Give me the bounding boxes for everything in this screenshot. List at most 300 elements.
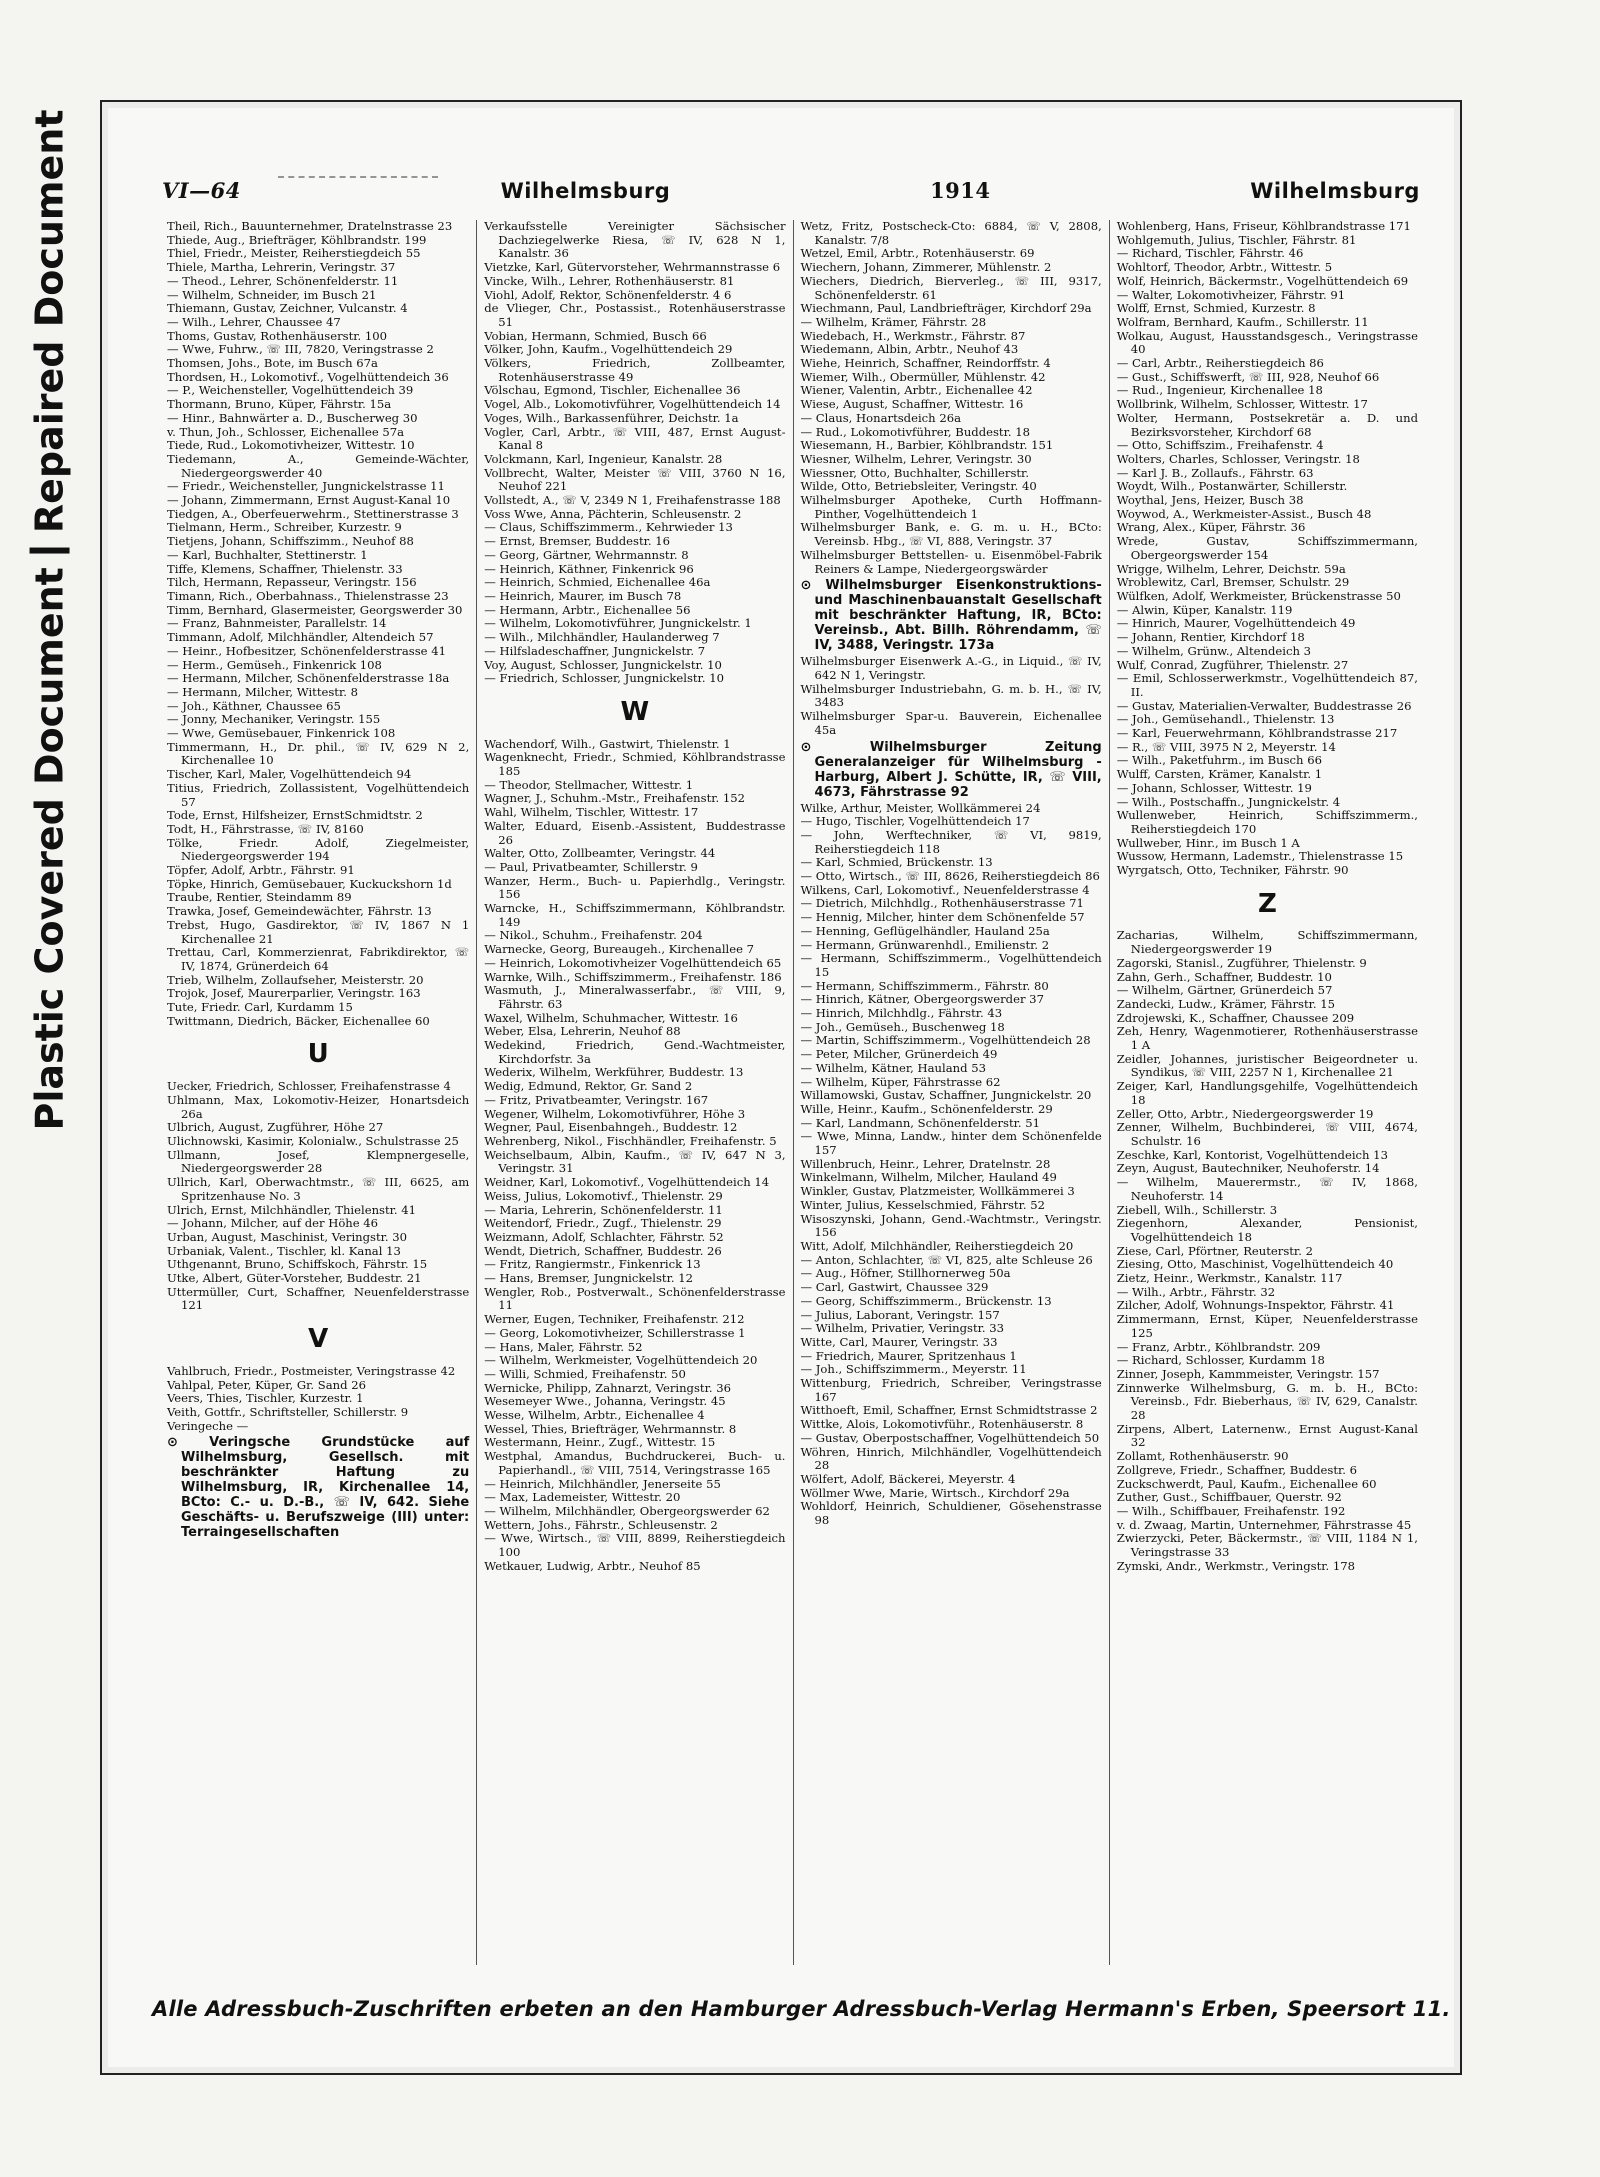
directory-entry: Voss Wwe, Anna, Pächterin, Schleusenstr. 2 [484,506,742,521]
directory-entry: Woywod, A., Werkmeister-Assist., Busch 48 [1116,506,1372,521]
directory-entry: — Richard, Schlosser, Kurdamm 18 [1116,1353,1325,1368]
directory-entry: Zagorski, Stanisl., Zugführer, Thielenstr. 9 [1116,955,1367,970]
directory-entry: Wehrenberg, Nikol., Fischhändler, Freihafenstr. 5 [484,1134,777,1148]
directory-entry: — Heinrich, Schmied, Eichenallee 46a [484,575,711,590]
directory-entry: Thiede, Aug., Briefträger, Köhlbrandstr. 199 [167,232,427,247]
directory-entry: Tischer, Karl, Maler, Vogelhüttendeich 94 [167,767,412,782]
directory-entry: Wiesemann, H., Barbier, Köhlbrandstr. 151 [800,438,1054,453]
directory-entry: — Otto, Schiffszim., Freihafenstr. 4 [1116,438,1324,453]
directory-entry: — Wilh., Milchhändler, Haulanderweg 7 [484,630,720,645]
directory-entry: Timm, Bernhard, Glasermeister, Georgswerder 30 [167,602,463,617]
directory-entry: Ullrich, Karl, Oberwachtmstr., ☏ III, 6625, am Spritzenhause No. 3 [167,1175,470,1203]
directory-entry: Wrigge, Wilhelm, Lehrer, Deichstr. 59a [1116,561,1346,576]
directory-entry: — Wilhelm, Grünw., Altendeich 3 [1116,643,1311,658]
directory-entry: Winkelmann, Wilhelm, Milcher, Hauland 49 [800,1170,1057,1185]
directory-entry: Wollbrink, Wilhelm, Schlosser, Wittestr. 17 [1116,397,1368,412]
column-1 [160,220,476,1965]
directory-entry: — Willi, Schmied, Freihafenstr. 50 [484,1366,686,1381]
directory-entry: Tute, Friedr. Carl, Kurdamm 15 [167,1000,353,1015]
directory-entry: — Franz, Arbtr., Köhlbrandstr. 209 [1116,1339,1321,1354]
directory-entry: Vincke, Wilh., Lehrer, Rothenhäuserstr. 81 [484,273,735,288]
section-letter: W [620,696,650,727]
directory-entry: Wetzel, Emil, Arbtr., Rotenhäuserstr. 69 [800,246,1035,261]
directory-entry: Wetkauer, Ludwig, Arbtr., Neuhof 85 [484,1558,701,1573]
directory-entry: Wiese, August, Schaffner, Wittestr. 16 [800,397,1024,412]
directory-entry: — Wilh., Lehrer, Chaussee 47 [167,314,341,329]
directory-entry: — Walter, Lokomotivheizer, Fährstr. 91 [1116,287,1346,302]
directory-entry: — Jonny, Mechaniker, Veringstr. 155 [167,712,381,727]
directory-entry: Zwierzycki, Peter, Bäckermstr., ☏ VIII, 1184 N 1, Veringstrasse 33 [1116,1531,1418,1560]
directory-entry: Vollbrecht, Walter, Meister ☏ VIII, 3760 N 16, Neuhof 221 [484,465,786,494]
directory-entry: — Karl, Schmied, Brückenstr. 13 [800,855,993,870]
directory-entry: Zollamt, Rothenhäuserstr. 90 [1116,1449,1289,1464]
directory-entry: Wrede, Gustav, Schiffszimmermann, Obergeorgswerder 154 [1116,534,1418,562]
directory-entry: — Wwe, Gemüsebauer, Finkenrick 108 [167,726,396,741]
directory-entry: Vobian, Hermann, Schmied, Busch 66 [484,328,707,343]
directory-entry: Voges, Wilh., Barkassenführer, Deichstr. 1a [484,410,739,425]
directory-entry: Utke, Albert, Güter-Vorsteher, Buddestr. 21 [167,1271,422,1286]
directory-entry: Wilhelmsburger Spar-u. Bauverein, Eichenallee 45a [800,709,1102,737]
directory-entry: — Hinr., Bahnwärter a. D., Buscherweg 30 [167,410,418,425]
directory-entry: Waxel, Wilhelm, Schuhmacher, Wittestr. 16 [484,1010,738,1025]
directory-entry: Wiesner, Wilhelm, Lehrer, Veringstr. 30 [800,451,1032,466]
directory-entry: Ulbrich, August, Zugführer, Höhe 27 [167,1120,384,1135]
directory-entry: Thomsen, Johs., Bote, im Busch 67a [167,356,378,371]
directory-entry: Ulichnowski, Kasimir, Kolonialw., Schulstrasse 25 [167,1134,459,1148]
directory-entry: — Anton, Schlachter, ☏ VI, 825, alte Schleuse 26 [800,1252,1093,1267]
directory-entry: — Hermann, Schiffszimmerm., Fährstr. 80 [800,978,1049,993]
directory-entry: — Joh., Schiffszimmerm., Meyerstr. 11 [800,1362,1027,1377]
directory-entry: Wilde, Otto, Betriebsleiter, Veringstr. 40 [800,479,1037,494]
directory-entry: — Theodor, Stellmacher, Wittestr. 1 [484,777,694,792]
directory-entry: Todt, H., Fährstrasse, ☏ IV, 8160 [167,821,364,836]
page-number: VI—64 [162,178,241,203]
directory-entry: Willenbruch, Heinr., Lehrer, Dratelnstr. 28 [800,1156,1051,1171]
directory-entry: — Johann, Schlosser, Wittestr. 19 [1116,780,1312,795]
directory-entry: — Wilhelm, Gärtner, Grünerdeich 57 [1116,983,1333,998]
directory-entry: Zietz, Heinr., Werkmstr., Kanalstr. 117 [1116,1271,1343,1286]
directory-entry: — Richard, Tischler, Fährstr. 46 [1116,246,1304,261]
directory-entry: Ziebell, Wilh., Schillerstr. 3 [1116,1202,1278,1217]
directory-entry: Tölke, Friedr. Adolf, Ziegelmeister, Niedergeorgswerder 194 [167,835,470,864]
directory-entry: — Claus, Schiffszimmerm., Kehrwieder 13 [484,520,733,535]
directory-entry: — John, Werftechniker, ☏ VI, 9819, Reiherstiegdeich 118 [800,827,1102,856]
directory-entry: Winter, Julius, Kesselschmied, Fährstr. 52 [800,1197,1045,1212]
directory-entry: Wöhren, Hinrich, Milchhändler, Vogelhüttendeich 28 [800,1444,1102,1473]
directory-entry: Thiemann, Gustav, Zeichner, Vulcanstr. 4 [167,301,408,316]
directory-entry: Warnke, Wilh., Schiffszimmerm., Freihafenstr. 186 [484,969,782,984]
directory-entry: Zenner, Wilhelm, Buchbinderei, ☏ VIII, 4674, Schulstr. 16 [1116,1120,1418,1148]
directory-entry: Warncke, H., Schiffszimmermann, Köhlbrandstr. 149 [484,901,786,929]
directory-entry: — Heinrich, Maurer, im Busch 78 [484,588,682,603]
directory-entry: Wesemeyer Wwe., Johanna, Veringstr. 45 [484,1394,726,1409]
label-separator [30,547,70,553]
directory-entry: Wiemer, Wilh., Obermüller, Mühlenstr. 42 [800,369,1046,384]
directory-entry: Tiedemann, A., Gemeinde-Wächter, Niedergeorgswerder 40 [167,451,470,480]
directory-entry: — Rud., Ingenieur, Kirchenallee 18 [1116,383,1323,398]
directory-entry: Vogel, Alb., Lokomotivführer, Vogelhüttendeich 14 [484,397,781,412]
directory-entry: Wolf, Heinrich, Bäckermstr., Vogelhüttendeich 69 [1116,273,1409,288]
directory-entry: Traube, Rentier, Steindamm 89 [167,890,352,905]
directory-entry: — Wilhelm, Mauerermstr., ☏ IV, 1868, Neuhoferstr. 14 [1116,1175,1418,1203]
directory-entry: Urbaniak, Valent., Tischler, kl. Kanal 13 [167,1243,401,1258]
directory-entry: — Wilhelm, Krämer, Fährstr. 28 [800,314,987,329]
directory-entry: — Alwin, Küper, Kanalstr. 119 [1116,602,1293,617]
directory-entry: Wilkens, Carl, Lokomotivf., Neuenfelderstrasse 4 [800,882,1090,897]
directory-entry: — Heinrich, Milchhändler, Jenerseite 55 [484,1476,721,1491]
directory-entry: Zeh, Henry, Wagenmotierer, Rothenhäuserstrasse 1 A [1116,1024,1418,1053]
directory-entry: Trettau, Carl, Kommerzienrat, Fabrikdirektor, ☏ IV, 1874, Grünerdeich 64 [167,945,470,973]
directory-entry: Thordsen, H., Lokomotivf., Vogelhüttendeich 36 [167,369,449,384]
directory-entry: — Max, Lademeister, Wittestr. 20 [484,1490,681,1505]
directory-entry: Wegener, Wilhelm, Lokomotivführer, Höhe 3 [484,1106,746,1121]
directory-entry: Trojok, Josef, Maurerparlier, Veringstr. 163 [167,986,421,1001]
repaired-label: Repaired Document [28,109,72,534]
directory-entry: Wanzer, Herm., Buch- u. Papierhdlg., Veringstr. 156 [484,873,786,902]
directory-entry: Vahlpal, Peter, Küper, Gr. Sand 26 [167,1377,366,1392]
directory-entry: Zeller, Otto, Arbtr., Niedergeorgswerder 19 [1116,1106,1374,1121]
directory-entry: Vietzke, Karl, Gütervorsteher, Wehrmannstrasse 6 [484,260,781,275]
directory-entry: Wussow, Hermann, Lademstr., Thielenstrasse 15 [1116,849,1404,864]
directory-entry: Tiedgen, A., Oberfeuerwehrm., Stettinerstrasse 3 [167,506,459,521]
plastic-covered-label: Plastic Covered Document [28,567,72,1131]
directory-entry: Wille, Heinr., Kaufm., Schönenfelderstr. 29 [800,1101,1053,1116]
directory-entry: Wulf, Conrad, Zugführer, Thielenstr. 27 [1116,657,1349,672]
directory-entry: — Johann, Rentier, Kirchdorf 18 [1116,630,1305,645]
directory-entry: v. Thun, Joh., Schlosser, Eichenallee 57a [167,424,405,439]
directory-entry: — Wwe, Fuhrw., ☏ III, 7820, Veringstrasse 2 [167,342,434,357]
directory-entry: — Dietrich, Milchhdlg., Rothenhäuserstrasse 71 [800,896,1084,911]
directory-entry: Titius, Friedrich, Zollassistent, Vogelhüttendeich 57 [167,780,470,809]
directory-entry: Witt, Adolf, Milchhändler, Reiherstiegdeich 20 [800,1239,1074,1253]
directory-entry: — Gustav, Materialien-Verwalter, Buddestrasse 26 [1116,698,1412,713]
directory-entry: Uecker, Friedrich, Schlosser, Freihafenstrasse 4 [167,1079,451,1094]
directory-entry: Witte, Carl, Maurer, Veringstr. 33 [800,1334,998,1349]
directory-entry: — Georg, Lokomotivheizer, Schillerstrasse 1 [484,1325,746,1340]
directory-entry: Wöllmer Wwe, Marie, Wirtsch., Kirchdorf 29a [800,1485,1070,1500]
directory-entry: Theil, Rich., Bauunternehmer, Dratelnstrasse 23 [167,220,453,233]
directory-entry: Viohl, Adolf, Rektor, Schönenfelderstr. 4 6 [484,287,732,302]
directory-entry: — Paul, Privatbeamter, Schillerstr. 9 [484,859,698,874]
directory-entry: — Otto, Wirtsch., ☏ III, 8626, Reiherstiegdeich 86 [800,869,1100,884]
directory-page [100,100,1462,2075]
directory-entry: Wittenburg, Friedrich, Schreiber, Veringstrasse 167 [800,1376,1102,1404]
directory-entry: Wilhelmsburger Bank, e. G. m. u. H., BCto: Vereinsb. Hbg., ☏ VI, 888, Veringstr. 37 [800,520,1102,549]
directory-entry: — Hermann, Schiffszimmerm., Vogelhüttendeich 15 [800,951,1102,979]
directory-entry: Wilke, Arthur, Meister, Wollkämmerei 24 [800,800,1041,815]
directory-entry: — P., Weichensteller, Vogelhüttendeich 39 [167,383,414,398]
directory-entry: Töpke, Hinrich, Gemüsebauer, Kuckuckshorn 1d [167,876,452,891]
column-2 [476,220,792,1965]
header-year: 1914 [930,178,991,203]
directory-entry: Zilcher, Adolf, Wohnungs-Inspektor, Fährstr. 41 [1116,1298,1395,1313]
firm-entry: ⊙ Wilhelmsburger Zeitung Generalanzeiger für Wilhelmsburg - Harburg, Albert J. Schütte, IR, ☏ VIII, 4673, Fährstrasse 92 [800,739,1102,800]
directory-entry: — Martin, Schiffszimmerm., Vogelhüttendeich 28 [800,1033,1091,1048]
directory-entry: Wolkau, August, Hausstandsgesch., Veringstrasse 40 [1116,328,1418,357]
directory-entry: Werner, Eugen, Techniker, Freihafenstr. 212 [484,1312,745,1327]
directory-entry: — Wilh., Paketfuhrm., im Busch 66 [1116,753,1322,768]
directory-entry: Völschau, Egmond, Tischler, Eichenallee 36 [484,383,741,398]
directory-entry: Vollstedt, A., ☏ V, 2349 N 1, Freihafenstrasse 188 [484,493,781,508]
directory-entry: Zinner, Joseph, Kammmeister, Veringstr. 157 [1116,1366,1380,1381]
directory-entry: Wolter, Hermann, Postsekretär a. D. und Bezirksvorsteher, Kirchdorf 68 [1116,410,1418,439]
directory-entry: — R., ☏ VIII, 3975 N 2, Meyerstr. 14 [1116,739,1336,754]
directory-entry: Voy, August, Schlosser, Jungnickelstr. 10 [484,657,722,672]
directory-entry: Willamowski, Gustav, Schaffner, Jungnickelstr. 20 [800,1088,1092,1103]
directory-entry: Warnecke, Georg, Bureaugeh., Kirchenallee 7 [484,942,755,957]
directory-entry: Wettern, Johs., Fährstr., Schleusenstr. 2 [484,1517,718,1532]
directory-entry: — Hinrich, Maurer, Vogelhüttendeich 49 [1116,616,1356,631]
directory-entry: Weiss, Julius, Lokomotivf., Thielenstr. 29 [484,1188,723,1203]
directory-entry: Wölfert, Adolf, Bäckerei, Meyerstr. 4 [800,1471,1016,1486]
directory-entry: Zeyn, August, Bautechniker, Neuhoferstr. 14 [1116,1161,1380,1176]
directory-entry: — Joh., Gemüsehandl., Thielenstr. 13 [1116,712,1335,727]
directory-entry: Uthgenannt, Bruno, Schiffskoch, Fährstr. 15 [167,1257,428,1272]
directory-entry: Tiede, Rud., Lokomotivheizer, Wittestr. 10 [167,438,415,453]
directory-entry: — Carl, Gastwirt, Chaussee 329 [800,1280,989,1295]
directory-entry: — Wilh., Schiffbauer, Freihafenstr. 192 [1116,1503,1346,1518]
directory-entry: Timmermann, H., Dr. phil., ☏ IV, 629 N 2, Kirchenallee 10 [167,739,470,768]
directory-entry: — Wilhelm, Schneider, im Busch 21 [167,287,377,302]
directory-entry: Wullweber, Hinr., im Busch 1 A [1116,835,1300,850]
directory-entry: Wagenknecht, Friedr., Schmied, Köhlbrandstrasse 185 [484,750,786,779]
directory-entry: — Hermann, Milcher, Schönenfelderstrasse 18a [167,671,450,686]
directory-entry: Wiessner, Otto, Buchhalter, Schillerstr. [800,465,1030,480]
directory-entry: Woythal, Jens, Heizer, Busch 38 [1116,493,1304,508]
directory-entry: Wolters, Charles, Schlosser, Veringstr. 18 [1116,451,1360,466]
directory-entry: — Hermann, Grünwarenhdl., Emilienstr. 2 [800,937,1050,952]
directory-entry: Twittmann, Diedrich, Bäcker, Eichenallee 60 [167,1013,430,1028]
directory-entry: — Wwe, Minna, Landw., hinter dem Schönenfelde 157 [800,1129,1102,1158]
directory-entry: — Georg, Gärtner, Wehrmannstr. 8 [484,547,689,562]
directory-entry: Zymski, Andr., Werkmstr., Veringstr. 178 [1116,1558,1355,1573]
directory-entry: — Wwe, Wirtsch., ☏ VIII, 8899, Reiherstiegdeich 100 [484,1531,786,1560]
directory-entry: Töpfer, Adolf, Arbtr., Fährstr. 91 [167,863,355,878]
directory-entry: Veith, Gottfr., Schriftsteller, Schillerstr. 9 [167,1404,409,1419]
header-city-right: Wilhelmsburg [1250,179,1420,203]
directory-entry: — Wilhelm, Privatier, Veringstr. 33 [800,1321,1004,1336]
directory-entry: Timann, Rich., Oberbahnass., Thielenstrasse 23 [167,588,449,603]
directory-entry: Wernicke, Philipp, Zahnarzt, Veringstr. 36 [484,1380,731,1395]
directory-entry: Ziegenhorn, Alexander, Pensionist, Vogelhüttendeich 18 [1116,1216,1418,1244]
directory-entry: Volckmann, Karl, Ingenieur, Kanalstr. 28 [484,451,723,466]
directory-entry: Zimmermann, Ernst, Küper, Neuenfelderstrasse 125 [1116,1312,1418,1340]
directory-entry: Wagner, J., Schuhm.-Mstr., Freihafenstr. 152 [484,791,746,806]
directory-entry: — Maria, Lehrerin, Schönenfelderstr. 11 [484,1202,723,1217]
directory-entry: Thormann, Bruno, Küper, Fährstr. 15a [167,397,392,412]
directory-entry: Zandecki, Ludw., Krämer, Fährstr. 15 [1116,996,1336,1011]
directory-entry: Wyrgatsch, Otto, Techniker, Fährstr. 90 [1116,863,1349,878]
column-4 [1109,220,1425,1965]
directory-entry: Völkers, Friedrich, Zollbeamter, Rotenhäuserstrasse 49 [484,356,786,384]
directory-entry: Urban, August, Maschinist, Veringstr. 30 [167,1229,408,1244]
directory-entry: — Wilhelm, Lokomotivführer, Jungnickelstr. 1 [484,616,752,631]
column-3 [793,220,1109,1965]
directory-entry: — Wilhelm, Kätner, Hauland 53 [800,1060,986,1075]
directory-entry: Wetz, Fritz, Postscheck-Cto: 6884, ☏ V, 2808, Kanalstr. 7/8 [800,220,1102,247]
firm-entry: ⊙ Veringsche Grundstücke auf Wilhelmsburg, Gesellsch. mit beschränkter Haftung zu Wilhelmsburg, IR, Kirchenallee 14, BCto: C.- u. D.-B., ☏ IV, 642. Siehe Geschäfts- u. Berufszweige (III) unter: Terraingesellschaften [167,1435,470,1541]
directory-entry: — Friedr., Weichensteller, Jungnickelstrasse 11 [167,479,445,494]
directory-entry: — Rud., Lokomotivführer, Buddestr. 18 [800,424,1030,439]
directory-entry: Weidner, Karl, Lokomotivf., Vogelhüttendeich 14 [484,1175,770,1190]
directory-entry: Wilhelmsburger Bettstellen- u. Eisenmöbel-Fabrik Reiners & Lampe, Niedergeorgswärder [800,547,1102,576]
directory-entry: Wulff, Carsten, Krämer, Kanalstr. 1 [1116,767,1323,782]
directory-entry: Wachendorf, Wilh., Gastwirt, Thielenstr. 1 [484,736,731,751]
directory-columns [160,220,1425,1965]
directory-entry: Wrang, Alex., Küper, Fährstr. 36 [1116,520,1306,535]
directory-entry: Woydt, Wilh., Postanwärter, Schillerstr. [1116,479,1348,494]
directory-entry: Wendt, Dietrich, Schaffner, Buddestr. 26 [484,1243,722,1258]
directory-entry: — Carl, Arbtr., Reiherstiegdeich 86 [1116,356,1324,371]
directory-entry: Wahl, Wilhelm, Tischler, Wittestr. 17 [484,805,699,820]
directory-entry: Uttermüller, Curt, Schaffner, Neuenfelderstrasse 121 [167,1284,470,1313]
directory-entry: Wolfram, Bernhard, Kaufm., Schillerstr. 11 [1116,314,1369,329]
directory-entry: — Hans, Bremser, Jungnickelstr. 12 [484,1271,693,1286]
section-letter: U [307,1039,329,1070]
header-city-left: Wilhelmsburg [500,179,671,203]
page-footer: Alle Adressbuch-Zuschriften erbeten an den Hamburger Adressbuch-Verlag Hermann's Erben, Speersort 11. [152,1997,1451,2021]
directory-entry: — Johann, Milcher, auf der Höhe 46 [167,1216,379,1231]
directory-entry: Westphal, Amandus, Buchdruckerei, Buch- u. Papierhandl., ☏ VIII, 7514, Veringstrasse 165 [484,1449,786,1477]
directory-entry: Weichselbaum, Albin, Kaufm., ☏ IV, 647 N 3, Veringstr. 31 [484,1147,786,1176]
directory-entry: Wolff, Ernst, Schmied, Kurzestr. 8 [1116,301,1316,316]
directory-entry: Wengler, Rob., Postverwalt., Schönenfelderstrasse 11 [484,1284,786,1313]
directory-entry: Zirpens, Albert, Laternenw., Ernst August-Kanal 32 [1116,1421,1418,1450]
directory-entry: — Aug., Höfner, Stillhornerweg 50a [800,1266,1011,1281]
directory-entry: — Fritz, Privatbeamter, Veringstr. 167 [484,1092,709,1107]
directory-entry: Wullenweber, Heinrich, Schiffszimmerm., Reiherstiegdeich 170 [1116,808,1418,836]
directory-entry: — Theod., Lehrer, Schönenfelderstr. 11 [167,273,399,288]
directory-entry: — Herm., Gemüseh., Finkenrick 108 [167,657,382,672]
directory-entry: v. d. Zwaag, Martin, Unternehmer, Fährstrasse 45 [1116,1517,1412,1532]
directory-entry: Tietjens, Johann, Schiffszimm., Neuhof 88 [167,534,414,549]
directory-entry: Wiedebach, H., Werkmstr., Fährstr. 87 [800,328,1026,343]
side-label [0,0,100,1240]
directory-entry: Weizmann, Adolf, Schlachter, Fährstr. 52 [484,1229,724,1244]
directory-entry: Zeidler, Johannes, juristischer Beigeordneter u. Syndikus, ☏ VIII, 2257 N 1, Kirchenallee 21 [1116,1051,1418,1080]
directory-entry: Ziese, Carl, Pförtner, Reuterstr. 2 [1116,1243,1313,1258]
directory-entry: Tielmann, Herm., Schreiber, Kurzestr. 9 [167,520,402,535]
directory-entry: — Fritz, Rangiermstr., Finkenrick 13 [484,1257,701,1272]
directory-entry: Zinnwerke Wilhelmsburg, G. m. b. H., BCto: Vereinsb., Fdr. Bieberhaus, ☏ IV, 629, Canalstr. 28 [1116,1380,1418,1423]
directory-entry: — Franz, Bahnmeister, Parallelstr. 14 [167,616,387,631]
directory-entry: Wederix, Wilhelm, Werkführer, Buddestr. 13 [484,1065,744,1080]
directory-entry: — Claus, Honartsdeich 26a [800,410,961,425]
directory-entry: Vahlbruch, Friedr., Postmeister, Veringstrasse 42 [167,1363,456,1378]
directory-entry: Ulrich, Ernst, Milchhändler, Thielenstr. 41 [167,1202,417,1217]
directory-entry: — Joh., Gemüseh., Buschenweg 18 [800,1019,1005,1034]
directory-entry: Ullmann, Josef, Klempnergeselle, Niedergeorgswerder 28 [167,1147,470,1176]
directory-entry: — Emil, Schlosserwerkmstr., Vogelhüttendeich 87, II. [1116,671,1418,699]
directory-entry: Walter, Otto, Zollbeamter, Veringstr. 44 [484,846,716,861]
directory-entry: Völker, John, Kaufm., Vogelhüttendeich 29 [484,342,733,357]
directory-entry: — Hinrich, Milchhdlg., Fährstr. 43 [800,1006,1003,1021]
directory-entry: Wiechern, Johann, Zimmerer, Mühlenstr. 2 [800,260,1052,275]
directory-entry: — Wilhelm, Milchhändler, Obergeorgswerder 62 [484,1503,770,1518]
directory-entry: — Julius, Laborant, Veringstr. 157 [800,1307,1000,1322]
directory-entry: — Gust., Schiffswerft, ☏ III, 928, Neuhof 66 [1116,369,1380,384]
directory-entry: Wohlenberg, Hans, Friseur, Köhlbrandstrasse 171 [1116,220,1411,233]
firm-entry: ⊙ Wilhelmsburger Eisenkonstruktions- und Maschinenbauanstalt Gesellschaft mit beschränkter Haftung, IR, BCto: Vereinsb., Abt. Billh. Röhrendamm, ☏ IV, 3488, Veringstr. 173a [800,578,1102,654]
section-letter: V [308,1324,329,1355]
directory-entry: Wisoszynski, Johann, Gend.-Wachtmstr., Veringstr. 156 [800,1211,1102,1240]
directory-entry: Wohltorf, Theodor, Arbtr., Wittestr. 5 [1116,260,1333,275]
directory-entry: Wasmuth, J., Mineralwasserfabr., ☏ VIII, 9, Fährstr. 63 [484,983,786,1011]
directory-entry: Wilhelmsburger Apotheke, Curth Hoffmann-Pinther, Vogelhüttendeich 1 [800,493,1102,521]
directory-entry: — Hermann, Arbtr., Eichenallee 56 [484,602,691,617]
directory-entry: Zacharias, Wilhelm, Schiffszimmermann, Niedergeorgswerder 19 [1116,928,1418,957]
directory-entry: — Ernst, Bremser, Buddestr. 16 [484,534,671,549]
directory-entry: Trebst, Hugo, Gasdirektor, ☏ IV, 1867 N 1 Kirchenallee 21 [167,917,470,946]
directory-entry: Wessel, Thies, Briefträger, Wehrmannstr. 8 [484,1421,737,1436]
directory-entry: Wesse, Wilhelm, Arbtr., Eichenallee 4 [484,1408,705,1423]
directory-entry: de Vlieger, Chr., Postassist., Rotenhäuserstrasse 51 [484,301,786,329]
directory-entry: — Johann, Zimmermann, Ernst August-Kanal 10 [167,493,451,508]
directory-entry: Winkler, Gustav, Platzmeister, Wollkämmerei 3 [800,1184,1075,1199]
directory-entry: Westermann, Heinr., Zugf., Wittestr. 15 [484,1435,716,1450]
directory-entry: Wiener, Valentin, Arbtr., Eichenallee 42 [800,383,1033,398]
directory-entry: Trawka, Josef, Gemeindewächter, Fährstr. 13 [167,904,432,919]
directory-entry: Walter, Eduard, Eisenb.-Assistent, Buddestrasse 26 [484,818,786,847]
directory-entry: — Hugo, Tischler, Vogelhüttendeich 17 [800,814,1030,829]
directory-entry: Zuther, Gust., Schiffbauer, Querstr. 92 [1116,1490,1342,1505]
directory-entry: Wroblewitz, Carl, Bremser, Schulstr. 29 [1116,575,1350,590]
directory-entry: Wedig, Edmund, Rektor, Gr. Sand 2 [484,1079,693,1094]
directory-entry: Wiechers, Diedrich, Bierverleg., ☏ III, 9317, Schönenfelderstr. 61 [800,273,1102,302]
directory-entry: Zuckschwerdt, Paul, Kaufm., Eichenallee 60 [1116,1476,1377,1491]
directory-entry: Veers, Thies, Tischler, Kurzestr. 1 [167,1391,364,1406]
directory-entry: — Nikol., Schuhm., Freihafenstr. 204 [484,928,703,943]
directory-entry: — Hennig, Milcher, hinter dem Schönenfelde 57 [800,910,1085,925]
directory-entry: — Karl, Landmann, Schönenfelderstr. 51 [800,1115,1041,1130]
directory-entry: Vogler, Carl, Arbtr., ☏ VIII, 487, Ernst August-Kanal 8 [484,424,786,453]
directory-entry: Weber, Elsa, Lehrerin, Neuhof 88 [484,1024,681,1039]
directory-entry: Uhlmann, Max, Lokomotiv-Heizer, Honartsdeich 26a [167,1092,470,1121]
directory-entry: — Hilfsladeschaffner, Jungnickelstr. 7 [484,643,706,658]
directory-entry: Ziesing, Otto, Maschinist, Vogelhüttendeich 40 [1116,1257,1394,1272]
directory-entry: Thiel, Friedr., Meister, Reiherstiegdeich 55 [167,246,421,261]
directory-entry: — Peter, Milcher, Grünerdeich 49 [800,1047,998,1062]
directory-entry: Zeiger, Karl, Handlungsgehilfe, Vogelhüttendeich 18 [1116,1079,1418,1107]
directory-entry: — Georg, Schiffszimmerm., Brückenstr. 13 [800,1293,1052,1308]
directory-entry: — Hans, Maler, Fährstr. 52 [484,1339,643,1354]
directory-entry: Wittke, Alois, Lokomotivführ., Rotenhäuserstr. 8 [800,1417,1084,1432]
directory-entry: — Friedrich, Maurer, Spritzenhaus 1 [800,1348,1017,1363]
directory-entry: Thoms, Gustav, Rothenhäuserstr. 100 [167,328,388,343]
directory-entry: — Gustav, Oberpostschaffner, Vogelhüttendeich 50 [800,1430,1100,1445]
directory-entry: Wedekind, Friedrich, Gend.-Wachtmeister, Kirchdorfstr. 3a [484,1038,786,1066]
directory-entry: Wegner, Paul, Eisenbahngeh., Buddestr. 12 [484,1120,738,1135]
directory-entry: — Heinrich, Käthner, Finkenrick 96 [484,561,694,576]
directory-entry: Tiffe, Klemens, Schaffner, Thielenstr. 33 [167,561,403,576]
directory-entry: Trieb, Wilhelm, Zollaufseher, Meisterstr. 20 [167,972,424,987]
directory-entry: Wülfken, Adolf, Werkmeister, Brückenstrasse 50 [1116,588,1401,603]
directory-entry: — Heinrich, Lokomotivheizer Vogelhüttendeich 65 [484,955,782,970]
directory-entry: Zdrojewski, K., Schaffner, Chaussee 209 [1116,1010,1355,1025]
directory-entry: Witthoeft, Emil, Schaffner, Ernst Schmidtstrasse 2 [800,1403,1098,1418]
directory-entry: — Friedrich, Schlosser, Jungnickelstr. 10 [484,671,724,686]
directory-entry: Wiedemann, Albin, Arbtr., Neuhof 43 [800,342,1019,357]
directory-entry: Wilhelmsburger Industriebahn, G. m. b. H., ☏ IV, 3483 [800,681,1102,710]
directory-entry: Wiechmann, Paul, Landbriefträger, Kirchdorf 29a [800,301,1092,316]
directory-entry: Wohldorf, Heinrich, Schuldiener, Gösehenstrasse 98 [800,1499,1102,1528]
directory-entry: — Karl, Feuerwehrmann, Köhlbrandstrasse 217 [1116,726,1398,741]
directory-entry: Tilch, Hermann, Repasseur, Veringstr. 156 [167,575,417,590]
directory-entry: Thiele, Martha, Lehrerin, Veringstr. 37 [167,260,396,275]
directory-entry: Zollgreve, Friedr., Schaffner, Buddestr. 6 [1116,1462,1358,1477]
directory-entry: — Karl, Buchhalter, Stettinerstr. 1 [167,547,368,562]
directory-entry: — Henning, Geflügelhändler, Hauland 25a [800,923,1050,938]
